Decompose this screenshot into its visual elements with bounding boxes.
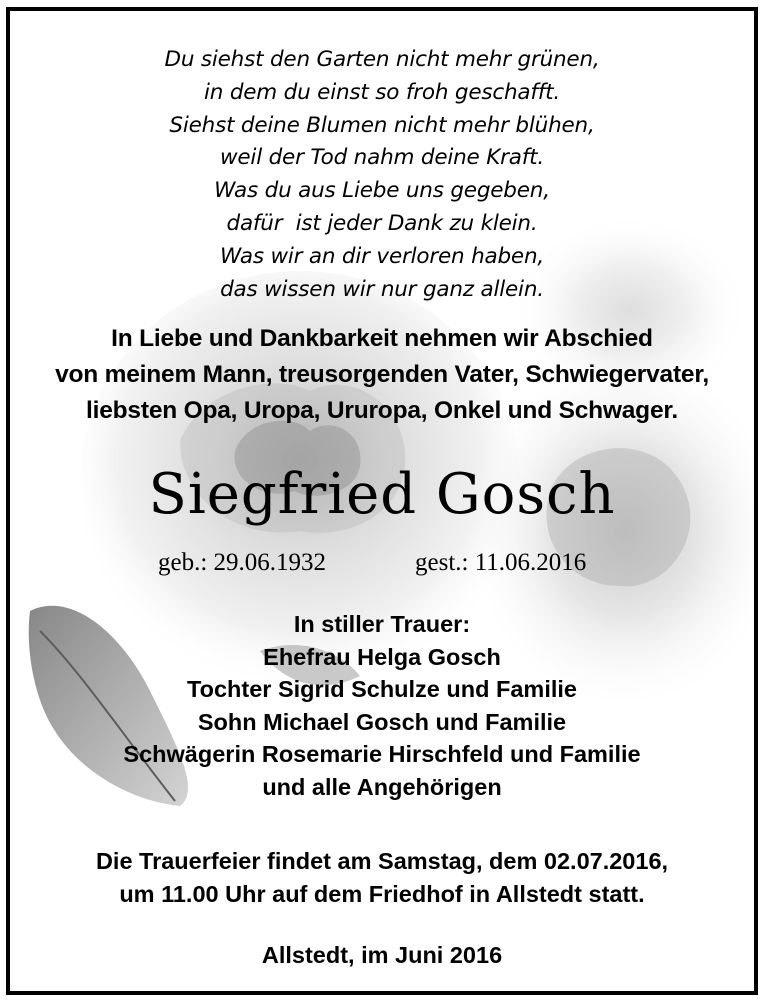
place-and-date: Allstedt, im Juni 2016	[261, 942, 503, 968]
farewell-intro	[10, 321, 754, 429]
poem	[10, 44, 754, 306]
poem-line: in dem du einst so froh geschafft.	[203, 79, 560, 105]
poem-line: Was wir an dir verloren haben,	[219, 243, 545, 269]
poem-line: Was du aus Liebe uns gegeben,	[214, 178, 550, 204]
mourner-line: Schwägerin Rosemarie Hirschfeld und Familie	[123, 741, 641, 767]
poem-line: das wissen wir nur ganz allein.	[220, 276, 544, 302]
funeral-service-info	[10, 845, 754, 911]
intro-line: liebsten Opa, Uropa, Ururopa, Onkel und Schwager.	[86, 397, 678, 424]
service-line: Die Trauerfeier findet am Samstag, dem 02.07.2016,	[95, 848, 669, 874]
poem-line: Siehst deine Blumen nicht mehr blühen,	[169, 112, 595, 138]
mourner-line: und alle Angehörigen	[262, 773, 502, 800]
poem-line: dafür ist jeder Dank zu klein.	[226, 210, 538, 236]
intro-line: In Liebe und Dankbarkeit nehmen wir Abschied	[111, 325, 653, 352]
mourners-heading: In stiller Trauer:	[293, 611, 471, 637]
service-line: um 11.00 Uhr auf dem Friedhof in Allstedt statt.	[119, 881, 645, 907]
mourner-line: Ehefrau Helga Gosch	[263, 643, 501, 670]
mourner-line: Tochter Sigrid Schulze und Familie	[187, 676, 577, 702]
deceased-name: Siegfried Gosch	[148, 462, 616, 527]
obituary-frame	[6, 7, 758, 995]
mourner-line: Sohn Michael Gosch und Familie	[197, 708, 567, 735]
intro-line: von meinem Mann, treusorgenden Vater, Schwiegervater,	[55, 361, 709, 388]
obituary-content	[10, 11, 754, 991]
death-date: gest.: 11.06.2016	[415, 549, 587, 576]
mourners-list	[10, 608, 754, 803]
poem-line: weil der Tod nahm deine Kraft.	[220, 145, 544, 171]
poem-line: Du siehst den Garten nicht mehr grünen,	[164, 47, 600, 72]
birth-date: geb.: 29.06.1932	[158, 549, 327, 576]
